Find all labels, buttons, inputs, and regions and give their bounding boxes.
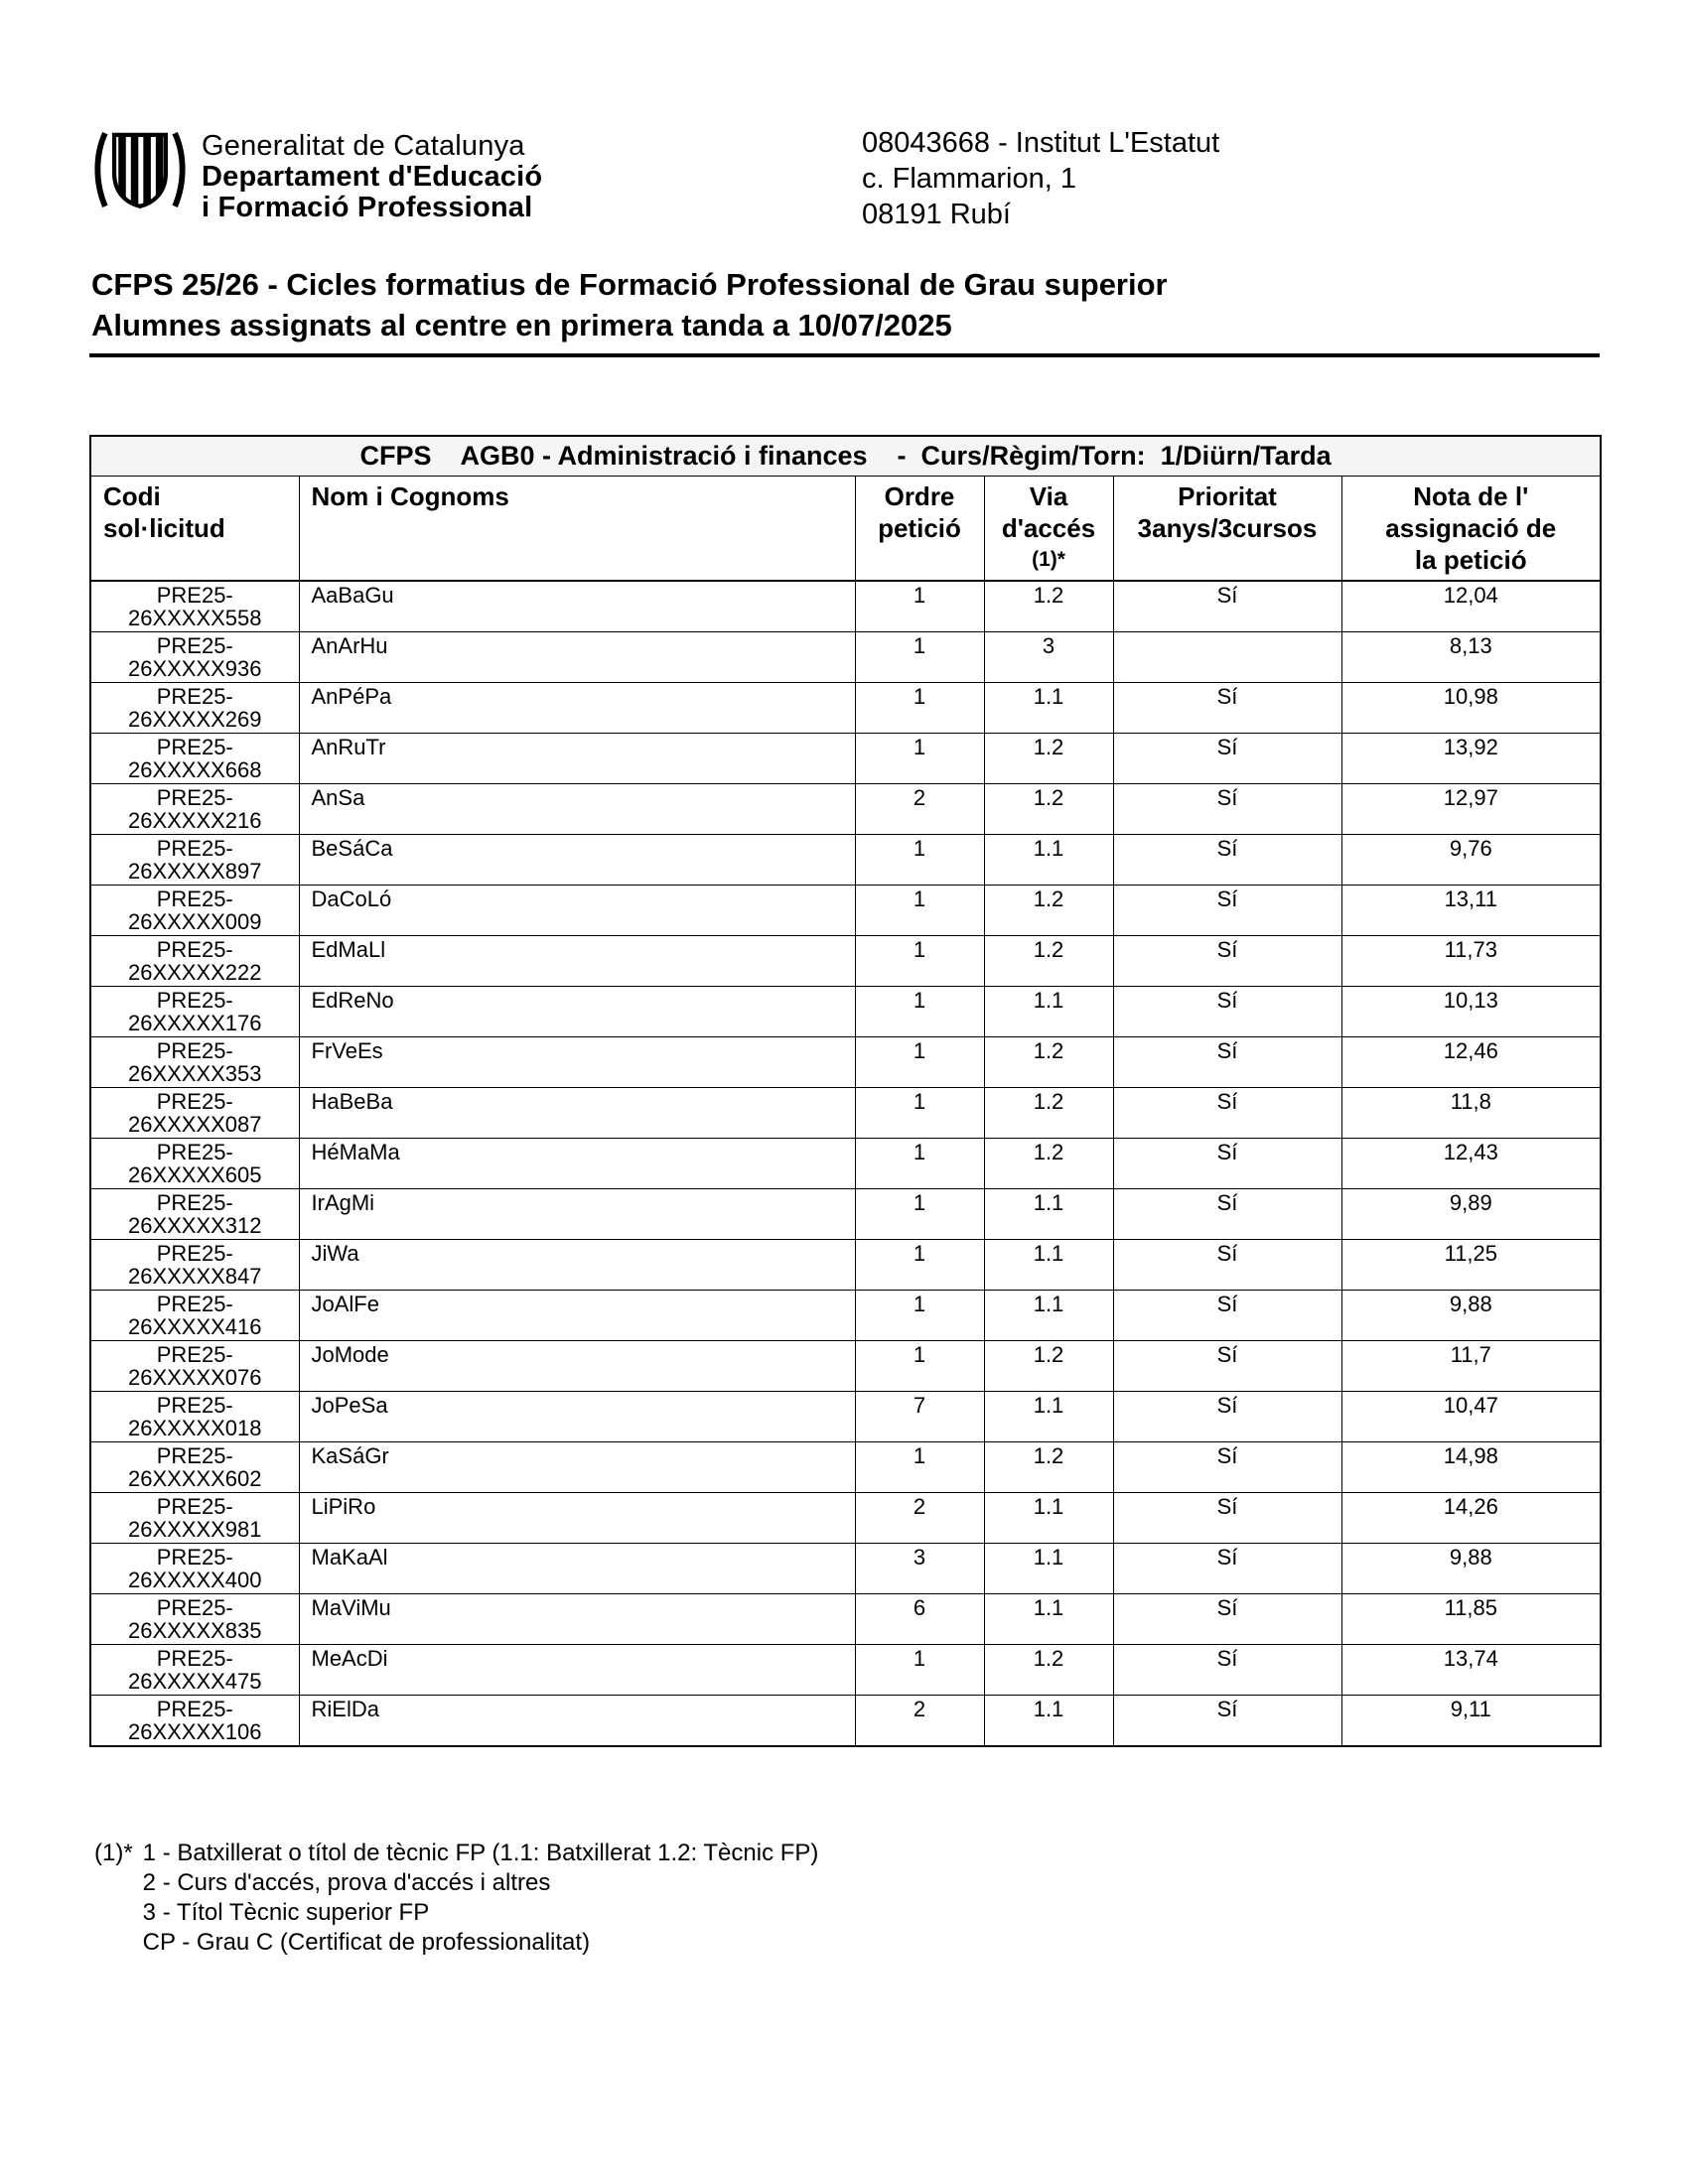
name-cell: AnSa — [299, 784, 855, 835]
codi-number: 26XXXXX222 — [127, 960, 262, 985]
legend-item-4: CP - Grau C (Certificat de professionalitat) — [142, 1929, 591, 1956]
name-cell: JiWa — [299, 1240, 855, 1291]
name-cell: AnArHu — [299, 632, 855, 683]
via-cell: 1.2 — [984, 1037, 1113, 1088]
via-cell: 1.1 — [984, 1392, 1113, 1442]
codi-number: 26XXXXX312 — [127, 1213, 262, 1238]
nota-cell: 12,46 — [1341, 1037, 1601, 1088]
name-cell: HaBeBa — [299, 1088, 855, 1139]
codi-number: 26XXXXX897 — [127, 859, 262, 884]
codi-number: 26XXXXX216 — [127, 808, 262, 833]
codi-number: 26XXXXX176 — [127, 1011, 262, 1035]
prioritat-cell — [1113, 632, 1341, 683]
assignments-table — [89, 435, 1602, 1747]
nota-cell: 11,8 — [1341, 1088, 1601, 1139]
col-header-nom: Nom i Cognoms — [299, 477, 855, 582]
nota-cell: 9,76 — [1341, 835, 1601, 886]
ordre-cell: 1 — [855, 835, 984, 886]
via-cell: 1.2 — [984, 1645, 1113, 1696]
name-cell: MaViMu — [299, 1594, 855, 1645]
ordre-cell: 1 — [855, 1240, 984, 1291]
name-cell: EdMaLl — [299, 936, 855, 987]
org-line3: i Formació Professional — [202, 192, 533, 223]
codi-number: 26XXXXX981 — [127, 1517, 262, 1542]
codi-cell — [90, 581, 299, 632]
via-cell: 1.1 — [984, 1189, 1113, 1240]
prioritat-cell: Sí — [1113, 1037, 1341, 1088]
via-cell: 1.1 — [984, 683, 1113, 734]
table-row — [90, 1493, 1601, 1544]
codi-prefix: PRE25- — [156, 785, 233, 810]
table-column-header-row — [90, 477, 1601, 582]
ordre-cell: 1 — [855, 1645, 984, 1696]
name-cell: IrAgMi — [299, 1189, 855, 1240]
codi-cell — [90, 936, 299, 987]
page-title — [91, 264, 1168, 345]
codi-prefix: PRE25- — [156, 1545, 233, 1570]
table-row — [90, 632, 1601, 683]
ordre-cell: 3 — [855, 1544, 984, 1594]
prioritat-cell: Sí — [1113, 1291, 1341, 1341]
via-cell: 1.2 — [984, 734, 1113, 784]
nota-cell: 11,85 — [1341, 1594, 1601, 1645]
via-cell: 1.1 — [984, 1696, 1113, 1747]
codi-number: 26XXXXX936 — [127, 656, 262, 681]
nota-cell: 11,7 — [1341, 1341, 1601, 1392]
ordre-cell: 6 — [855, 1594, 984, 1645]
col-header-prioritat: Prioritat 3anys/3cursos — [1113, 477, 1341, 582]
via-cell: 1.1 — [984, 1240, 1113, 1291]
name-cell: DaCoLó — [299, 886, 855, 936]
nota-cell: 13,74 — [1341, 1645, 1601, 1696]
table-group-row — [90, 436, 1601, 477]
codi-cell — [90, 987, 299, 1037]
ordre-cell: 1 — [855, 1088, 984, 1139]
codi-cell — [90, 632, 299, 683]
table-row — [90, 1037, 1601, 1088]
prioritat-cell: Sí — [1113, 1645, 1341, 1696]
codi-prefix: PRE25- — [156, 1697, 233, 1721]
codi-prefix: PRE25- — [156, 1494, 233, 1519]
codi-prefix: PRE25- — [156, 684, 233, 709]
nota-cell: 11,25 — [1341, 1240, 1601, 1291]
via-cell: 1.2 — [984, 1341, 1113, 1392]
ordre-cell: 1 — [855, 886, 984, 936]
codi-number: 26XXXXX087 — [127, 1112, 262, 1137]
via-cell: 1.1 — [984, 987, 1113, 1037]
codi-cell — [90, 1696, 299, 1747]
ordre-cell: 1 — [855, 1139, 984, 1189]
table-row — [90, 1088, 1601, 1139]
col-header-codi: Codi sol·licitud — [90, 477, 299, 582]
via-cell: 1.1 — [984, 1544, 1113, 1594]
via-cell: 1.2 — [984, 886, 1113, 936]
center-city: 08191 Rubí — [862, 199, 1011, 230]
table-row — [90, 886, 1601, 936]
table-row — [90, 784, 1601, 835]
codi-cell — [90, 683, 299, 734]
via-cell: 1.2 — [984, 784, 1113, 835]
ordre-cell: 1 — [855, 1291, 984, 1341]
col-header-nota: Nota de l' assignació de la petició — [1341, 477, 1601, 582]
prioritat-cell: Sí — [1113, 734, 1341, 784]
codi-prefix: PRE25- — [156, 1646, 233, 1671]
table-row — [90, 1392, 1601, 1442]
legend-items — [143, 1839, 819, 1958]
ordre-cell: 1 — [855, 1037, 984, 1088]
codi-cell — [90, 1392, 299, 1442]
nota-cell: 10,13 — [1341, 987, 1601, 1037]
codi-cell — [90, 1291, 299, 1341]
codi-prefix: PRE25- — [156, 1443, 233, 1468]
table-row — [90, 1594, 1601, 1645]
nota-cell: 11,73 — [1341, 936, 1601, 987]
codi-prefix: PRE25- — [156, 887, 233, 911]
prioritat-cell: Sí — [1113, 1139, 1341, 1189]
org-line2: Departament d'Educació — [202, 161, 543, 193]
prioritat-cell: Sí — [1113, 1189, 1341, 1240]
codi-prefix: PRE25- — [156, 937, 233, 962]
via-cell: 1.2 — [984, 936, 1113, 987]
nota-cell: 8,13 — [1341, 632, 1601, 683]
name-cell: JoMode — [299, 1341, 855, 1392]
codi-cell — [90, 1341, 299, 1392]
codi-cell — [90, 1088, 299, 1139]
codi-number: 26XXXXX668 — [127, 757, 262, 782]
codi-prefix: PRE25- — [156, 1241, 233, 1266]
center-code-name: 08043668 - Institut L'Estatut — [862, 127, 1220, 159]
nota-cell: 9,11 — [1341, 1696, 1601, 1747]
via-cell: 1.2 — [984, 1442, 1113, 1493]
codi-number: 26XXXXX269 — [127, 707, 262, 732]
table-row — [90, 1696, 1601, 1747]
prioritat-cell: Sí — [1113, 784, 1341, 835]
nota-cell: 10,47 — [1341, 1392, 1601, 1442]
prioritat-cell: Sí — [1113, 1594, 1341, 1645]
name-cell: AnPéPa — [299, 683, 855, 734]
col-header-ordre: Ordre petició — [855, 477, 984, 582]
table-group-header: CFPS AGB0 - Administració i finances - Curs/Règim/Torn: 1/Diürn/Tarda — [90, 436, 1601, 477]
nota-cell: 13,11 — [1341, 886, 1601, 936]
codi-prefix: PRE25- — [156, 1089, 233, 1114]
codi-number: 26XXXXX018 — [127, 1416, 262, 1440]
nota-cell: 13,92 — [1341, 734, 1601, 784]
table-row — [90, 936, 1601, 987]
title-line2: Alumnes assignats al centre en primera tanda a 10/07/2025 — [91, 308, 952, 342]
via-cell: 1.1 — [984, 1594, 1113, 1645]
via-footnote-ref: (1)* — [1032, 548, 1065, 571]
prioritat-cell: Sí — [1113, 683, 1341, 734]
center-address: c. Flammarion, 1 — [862, 163, 1076, 195]
table-row — [90, 835, 1601, 886]
table-row — [90, 581, 1601, 632]
codi-prefix: PRE25- — [156, 583, 233, 608]
name-cell: KaSáGr — [299, 1442, 855, 1493]
codi-prefix: PRE25- — [156, 1393, 233, 1418]
codi-cell — [90, 835, 299, 886]
ordre-cell: 1 — [855, 632, 984, 683]
legend-item-1: 1 - Batxillerat o títol de tècnic FP (1.1: Batxillerat 1.2: Tècnic FP) — [142, 1840, 819, 1866]
codi-number: 26XXXXX106 — [127, 1719, 262, 1744]
via-cell: 1.2 — [984, 581, 1113, 632]
codi-prefix: PRE25- — [156, 633, 233, 658]
title-line1: CFPS 25/26 - Cicles formatius de Formació Professional de Grau superior — [91, 267, 1168, 302]
name-cell: LiPiRo — [299, 1493, 855, 1544]
prioritat-cell: Sí — [1113, 581, 1341, 632]
table-wrap — [89, 435, 1600, 1747]
codi-number: 26XXXXX400 — [127, 1568, 262, 1592]
prioritat-cell: Sí — [1113, 1493, 1341, 1544]
ordre-cell: 1 — [855, 581, 984, 632]
codi-prefix: PRE25- — [156, 1595, 233, 1620]
table-row — [90, 683, 1601, 734]
prioritat-cell: Sí — [1113, 1392, 1341, 1442]
codi-number: 26XXXXX847 — [127, 1264, 262, 1289]
codi-cell — [90, 1493, 299, 1544]
codi-prefix: PRE25- — [156, 1140, 233, 1164]
nota-cell: 10,98 — [1341, 683, 1601, 734]
codi-prefix: PRE25- — [156, 836, 233, 861]
ordre-cell: 1 — [855, 1189, 984, 1240]
codi-prefix: PRE25- — [156, 988, 233, 1013]
table-row — [90, 1240, 1601, 1291]
legend — [94, 1839, 818, 1958]
codi-cell — [90, 1544, 299, 1594]
name-cell: JoAlFe — [299, 1291, 855, 1341]
codi-prefix: PRE25- — [156, 1292, 233, 1316]
brand-block — [94, 129, 542, 223]
prioritat-cell: Sí — [1113, 1544, 1341, 1594]
name-cell: MaKaAl — [299, 1544, 855, 1594]
nota-cell: 9,89 — [1341, 1189, 1601, 1240]
name-cell: RiElDa — [299, 1696, 855, 1747]
codi-number: 26XXXXX602 — [127, 1466, 262, 1491]
nota-cell: 14,26 — [1341, 1493, 1601, 1544]
codi-number: 26XXXXX009 — [127, 909, 262, 934]
codi-cell — [90, 1189, 299, 1240]
codi-number: 26XXXXX475 — [127, 1669, 262, 1694]
name-cell: BeSáCa — [299, 835, 855, 886]
prioritat-cell: Sí — [1113, 835, 1341, 886]
codi-cell — [90, 1037, 299, 1088]
nota-cell: 12,97 — [1341, 784, 1601, 835]
table-row — [90, 1189, 1601, 1240]
ordre-cell: 1 — [855, 987, 984, 1037]
ordre-cell: 1 — [855, 1442, 984, 1493]
via-cell: 1.2 — [984, 1139, 1113, 1189]
legend-item-3: 3 - Títol Tècnic superior FP — [142, 1899, 430, 1926]
table-row — [90, 1544, 1601, 1594]
name-cell: HéMaMa — [299, 1139, 855, 1189]
nota-cell: 12,43 — [1341, 1139, 1601, 1189]
codi-number: 26XXXXX416 — [127, 1314, 262, 1339]
org-name — [202, 129, 542, 223]
table-row — [90, 1291, 1601, 1341]
prioritat-cell: Sí — [1113, 1442, 1341, 1493]
codi-prefix: PRE25- — [156, 735, 233, 759]
codi-number: 26XXXXX605 — [127, 1162, 262, 1187]
table-row — [90, 1645, 1601, 1696]
via-cell: 1.2 — [984, 1088, 1113, 1139]
name-cell: MeAcDi — [299, 1645, 855, 1696]
codi-cell — [90, 1139, 299, 1189]
ordre-cell: 7 — [855, 1392, 984, 1442]
col-header-via: Via d'accés (1)* — [984, 477, 1113, 582]
ordre-cell: 1 — [855, 1341, 984, 1392]
table-row — [90, 734, 1601, 784]
ordre-cell: 2 — [855, 1696, 984, 1747]
ordre-cell: 1 — [855, 734, 984, 784]
name-cell: AnRuTr — [299, 734, 855, 784]
codi-cell — [90, 1442, 299, 1493]
codi-cell — [90, 784, 299, 835]
ordre-cell: 1 — [855, 936, 984, 987]
legend-item-2: 2 - Curs d'accés, prova d'accés i altres — [142, 1869, 551, 1896]
prioritat-cell: Sí — [1113, 1696, 1341, 1747]
codi-cell — [90, 734, 299, 784]
table-row — [90, 987, 1601, 1037]
nota-cell: 14,98 — [1341, 1442, 1601, 1493]
name-cell: EdReNo — [299, 987, 855, 1037]
ordre-cell: 1 — [855, 683, 984, 734]
table-row — [90, 1139, 1601, 1189]
nota-cell: 12,04 — [1341, 581, 1601, 632]
via-cell: 3 — [984, 632, 1113, 683]
table-row — [90, 1442, 1601, 1493]
ordre-cell: 2 — [855, 1493, 984, 1544]
name-cell: AaBaGu — [299, 581, 855, 632]
codi-prefix: PRE25- — [156, 1190, 233, 1215]
codi-cell — [90, 1645, 299, 1696]
table-row — [90, 1341, 1601, 1392]
name-cell: JoPeSa — [299, 1392, 855, 1442]
codi-cell — [90, 886, 299, 936]
legend-marker: (1)* — [94, 1840, 133, 1866]
prioritat-cell: Sí — [1113, 987, 1341, 1037]
nota-cell: 9,88 — [1341, 1291, 1601, 1341]
codi-cell — [90, 1594, 299, 1645]
nota-cell: 9,88 — [1341, 1544, 1601, 1594]
codi-prefix: PRE25- — [156, 1342, 233, 1367]
title-rule — [89, 353, 1600, 357]
via-cell: 1.1 — [984, 835, 1113, 886]
via-cell: 1.1 — [984, 1291, 1113, 1341]
prioritat-cell: Sí — [1113, 936, 1341, 987]
ordre-cell: 2 — [855, 784, 984, 835]
codi-prefix: PRE25- — [156, 1038, 233, 1063]
prioritat-cell: Sí — [1113, 1341, 1341, 1392]
codi-number: 26XXXXX558 — [127, 606, 262, 630]
name-cell: FrVeEs — [299, 1037, 855, 1088]
generalitat-logo — [94, 129, 186, 210]
codi-number: 26XXXXX076 — [127, 1365, 262, 1390]
org-line1: Generalitat de Catalunya — [202, 130, 525, 162]
via-cell: 1.1 — [984, 1493, 1113, 1544]
codi-cell — [90, 1240, 299, 1291]
prioritat-cell: Sí — [1113, 886, 1341, 936]
prioritat-cell: Sí — [1113, 1240, 1341, 1291]
codi-number: 26XXXXX835 — [127, 1618, 262, 1643]
center-info — [862, 125, 1219, 232]
codi-number: 26XXXXX353 — [127, 1061, 262, 1086]
prioritat-cell: Sí — [1113, 1088, 1341, 1139]
